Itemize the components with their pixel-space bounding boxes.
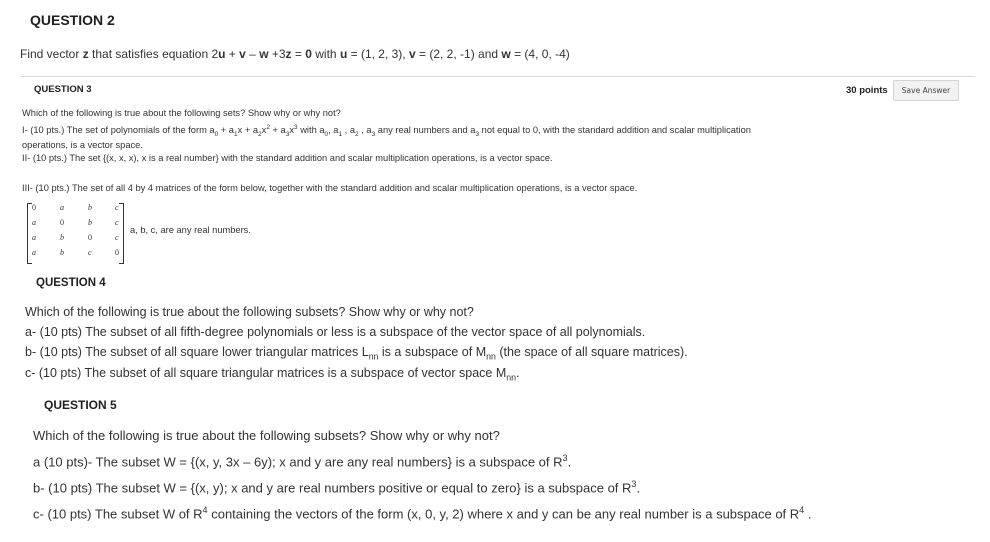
question-3-part-ii: II- (10 pts.) The set {(x, x, x), x is a real number} with the standard addition and scalar multiplication operations, is a vector space.	[22, 153, 553, 163]
matrix-cell: a	[32, 248, 36, 257]
section-divider	[20, 76, 975, 77]
question-4-part-a: a- (10 pts) The subset of all fifth-degree polynomials or less is a subspace of the vector space of all polynomials.	[25, 325, 646, 339]
matrix-cell: a	[32, 233, 36, 242]
matrix-note: a, b, c, are any real numbers.	[130, 225, 251, 235]
question-3-part-i-line2: operations, is a vector space.	[22, 140, 143, 150]
question-3-intro: Which of the following is true about the following sets? Show why or why not?	[22, 108, 341, 118]
question-5-part-a: a (10 pts)- The subset W = {(x, y, 3x – 6y); x and y are any real numbers} is a subspace of $R^3$.	[33, 453, 572, 470]
matrix-cell: c	[115, 203, 119, 212]
matrix-cell: c	[88, 248, 92, 257]
matrix-cell: 0	[115, 248, 119, 257]
matrix-cell: b	[60, 248, 64, 257]
question-4-part-c: c- (10 pts) The subset of all square triangular matrices is a subspace of vector space $M_{nn}$.	[25, 366, 520, 383]
matrix-cell: b	[88, 218, 92, 227]
matrix-4x4	[27, 203, 124, 264]
question-5-part-b: b- (10 pts) The subset W = {(x, y); x and y are real numbers positive or equal to zero} is a subspace of $R^3$.	[33, 479, 641, 496]
question-5-intro: Which of the following is true about the following subsets? Show why or why not?	[33, 428, 500, 443]
save-answer-button[interactable]: Save Answer	[893, 80, 959, 101]
points-label: 30 points	[846, 85, 888, 96]
question-4-title: QUESTION 4	[36, 277, 106, 289]
matrix-cell: 0	[60, 218, 64, 227]
question-5-title: QUESTION 5	[44, 398, 117, 412]
question-2-title: QUESTION 2	[30, 12, 115, 28]
matrix-cell: c	[115, 233, 119, 242]
question-3-title: QUESTION 3	[34, 84, 92, 95]
question-3-part-iii: III- (10 pts.) The set of all 4 by 4 matrices of the form below, together with the standard addition and scalar multiplication operations, is a vector space.	[22, 183, 638, 193]
matrix-cell: b	[60, 233, 64, 242]
matrix-cell: a	[32, 218, 36, 227]
matrix-cell: 0	[88, 233, 92, 242]
question-4-part-b: b- (10 pts) The subset of all square lower triangular matrices $L_{nn}$ is a subspace of $M_{nn}$ (the space of all square matrices).	[25, 345, 688, 362]
question-5-part-c: c- (10 pts) The subset W of $R^4$ containing the vectors of the form (x, 0, y, 2) where x and y can be any real number is a subspace of $R^4$ .	[33, 505, 812, 522]
matrix-cell: a	[60, 203, 64, 212]
matrix-cell: 0	[32, 203, 36, 212]
question-2-text: Find vector z that satisfies equation 2u + v – w +3z = 0 with u = (1, 2, 3), v = (2, 2, -1) and w = (4, 0, -4)	[20, 47, 570, 61]
matrix-right-bracket	[119, 203, 124, 264]
matrix-cell: b	[88, 203, 92, 212]
question-3-part-i: I- (10 pts.) The set of polynomials of the form $a_0 + a_1x + a_2x^2 + a_3x^3$ with $a_0$, $a_1$ , $a_2$ , $a_3$ any real numbers and $a_3$ not equal to 0, with the standard addition and scalar multiplication	[22, 124, 751, 138]
matrix-cell: c	[115, 218, 119, 227]
question-4-intro: Which of the following is true about the following subsets? Show why or why not?	[25, 305, 474, 319]
